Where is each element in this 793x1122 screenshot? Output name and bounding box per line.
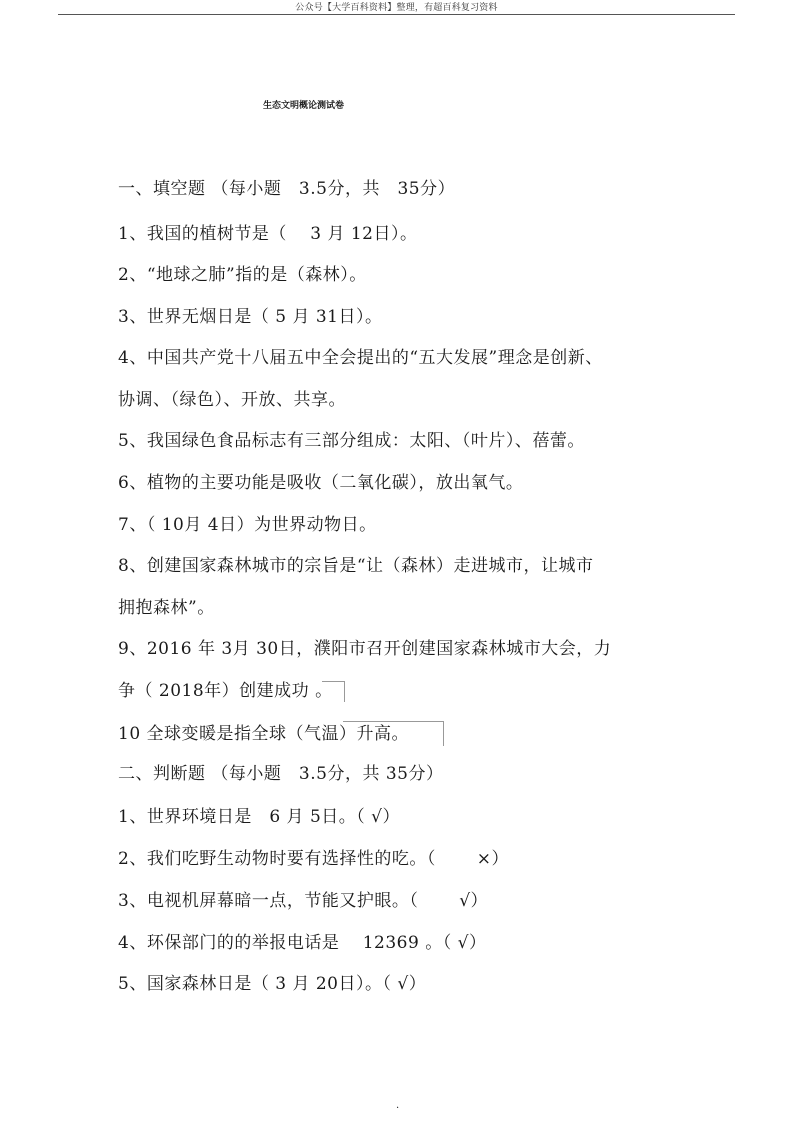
question-line: 4、环保部门的的举报电话是 12369 。（ √） (118, 933, 487, 953)
scan-mark (343, 721, 444, 746)
question-line: 协调、（绿色）、开放、共享。 (118, 390, 346, 410)
question-line: 7、（ 10月 4日）为世界动物日。 (118, 515, 377, 535)
question-line: 2、我们吃野生动物时要有选择性的吃。（ ×） (118, 849, 509, 869)
question-line: 5、我国绿色食品标志有三部分组成：太阳、（叶片）、蓓蕾。 (118, 431, 585, 451)
question-line: 9、2016 年 3月 30日，濮阳市召开创建国家森林城市大会，力 (118, 639, 612, 659)
question-line: 10 全球变暖是指全球（气温）升高。 (118, 724, 410, 744)
question-line: 4、中国共产党十八届五中全会提出的“五大发展”理念是创新、 (118, 348, 603, 368)
page-header: 公众号【大学百科资料】整理，有超百科复习资料 (295, 3, 498, 13)
question-line: 3、世界无烟日是（ 5 月 31日）。 (118, 307, 383, 327)
page-footer: . (396, 1100, 400, 1111)
scan-mark (322, 681, 345, 702)
question-line: 1、我国的植树节是（ 3 月 12日）。 (118, 224, 418, 244)
question-line: 1、世界环境日是 6 月 5日。（ √） (118, 807, 400, 827)
document-title: 生态文明概论测试卷 (263, 101, 345, 111)
header-rule (58, 14, 735, 15)
question-line: 8、创建国家森林城市的宗旨是“让（森林）走进城市，让城市 (118, 556, 594, 576)
question-line: 拥抱森林”。 (118, 598, 215, 618)
question-line: 争（ 2018年）创建成功 。 (118, 681, 333, 701)
question-line: 5、国家森林日是（ 3 月 20日）。（ √） (118, 974, 427, 994)
question-line: 3、电视机屏幕暗一点，节能又护眼。（ √） (118, 891, 489, 911)
section-heading-fill-in: 一、填空题 （每小题 3.5分，共 35分） (118, 179, 456, 199)
question-line: 6、植物的主要功能是吸收（二氧化碳），放出氧气。 (118, 473, 524, 493)
question-line: 2、“地球之肺”指的是（森林）。 (118, 265, 367, 285)
section-heading-true-false: 二、判断题 （每小题 3.5分，共 35分） (118, 764, 444, 784)
